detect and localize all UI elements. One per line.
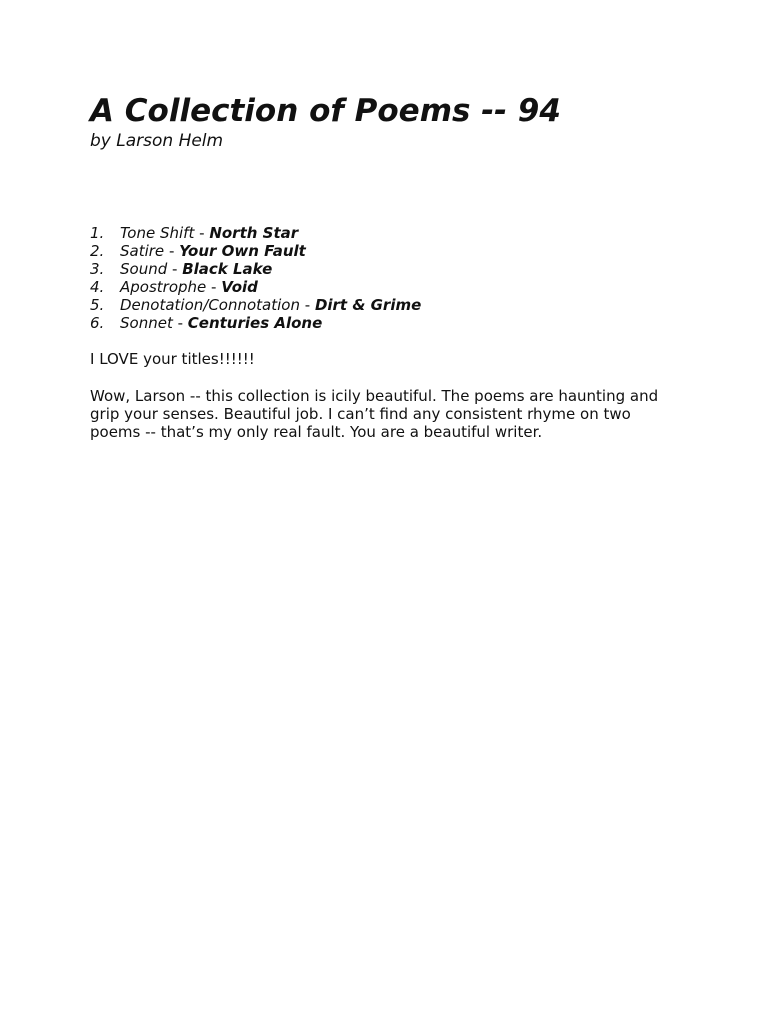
poem-list — [90, 224, 421, 332]
poem-title: Your Own Fault — [179, 242, 306, 260]
list-item — [90, 278, 421, 296]
comment-paragraph: Wow, Larson -- this collection is icily beautiful. The poems are haunting and grip your senses. Beautiful job. I can’t find any consistent rhyme on two poems -- that’s my only real fault. You are a beautiful writer. — [90, 387, 659, 441]
author-byline: by Larson Helm — [90, 131, 224, 151]
list-number: 6. — [90, 314, 105, 332]
poem-form: Apostrophe — [120, 278, 207, 296]
poem-title: North Star — [209, 224, 299, 242]
document-title: A Collection of Poems -- 94 — [90, 93, 561, 129]
separator: - — [299, 296, 315, 314]
comment-paragraph: I LOVE your titles!!!!!! — [90, 350, 255, 368]
poem-form: Sound — [120, 260, 168, 278]
poem-title: Void — [221, 278, 258, 296]
separator: - — [194, 224, 210, 242]
poem-form: Denotation/Connotation — [120, 296, 300, 314]
poem-title: Dirt & Grime — [314, 296, 422, 314]
poem-title: Black Lake — [182, 260, 273, 278]
separator: - — [167, 260, 183, 278]
list-item — [90, 260, 421, 278]
list-number: 2. — [90, 242, 105, 260]
list-item — [90, 242, 421, 260]
poem-form: Tone Shift — [120, 224, 195, 242]
separator: - — [206, 278, 222, 296]
list-number: 3. — [90, 260, 105, 278]
list-item — [90, 296, 421, 314]
separator: - — [164, 242, 180, 260]
separator: - — [172, 314, 188, 332]
poem-title: Centuries Alone — [187, 314, 323, 332]
poem-form: Sonnet — [120, 314, 173, 332]
list-item — [90, 314, 421, 332]
list-item — [90, 224, 421, 242]
list-number: 5. — [90, 296, 105, 314]
poem-form: Satire — [120, 242, 165, 260]
list-number: 4. — [90, 278, 105, 296]
list-number: 1. — [90, 224, 105, 242]
